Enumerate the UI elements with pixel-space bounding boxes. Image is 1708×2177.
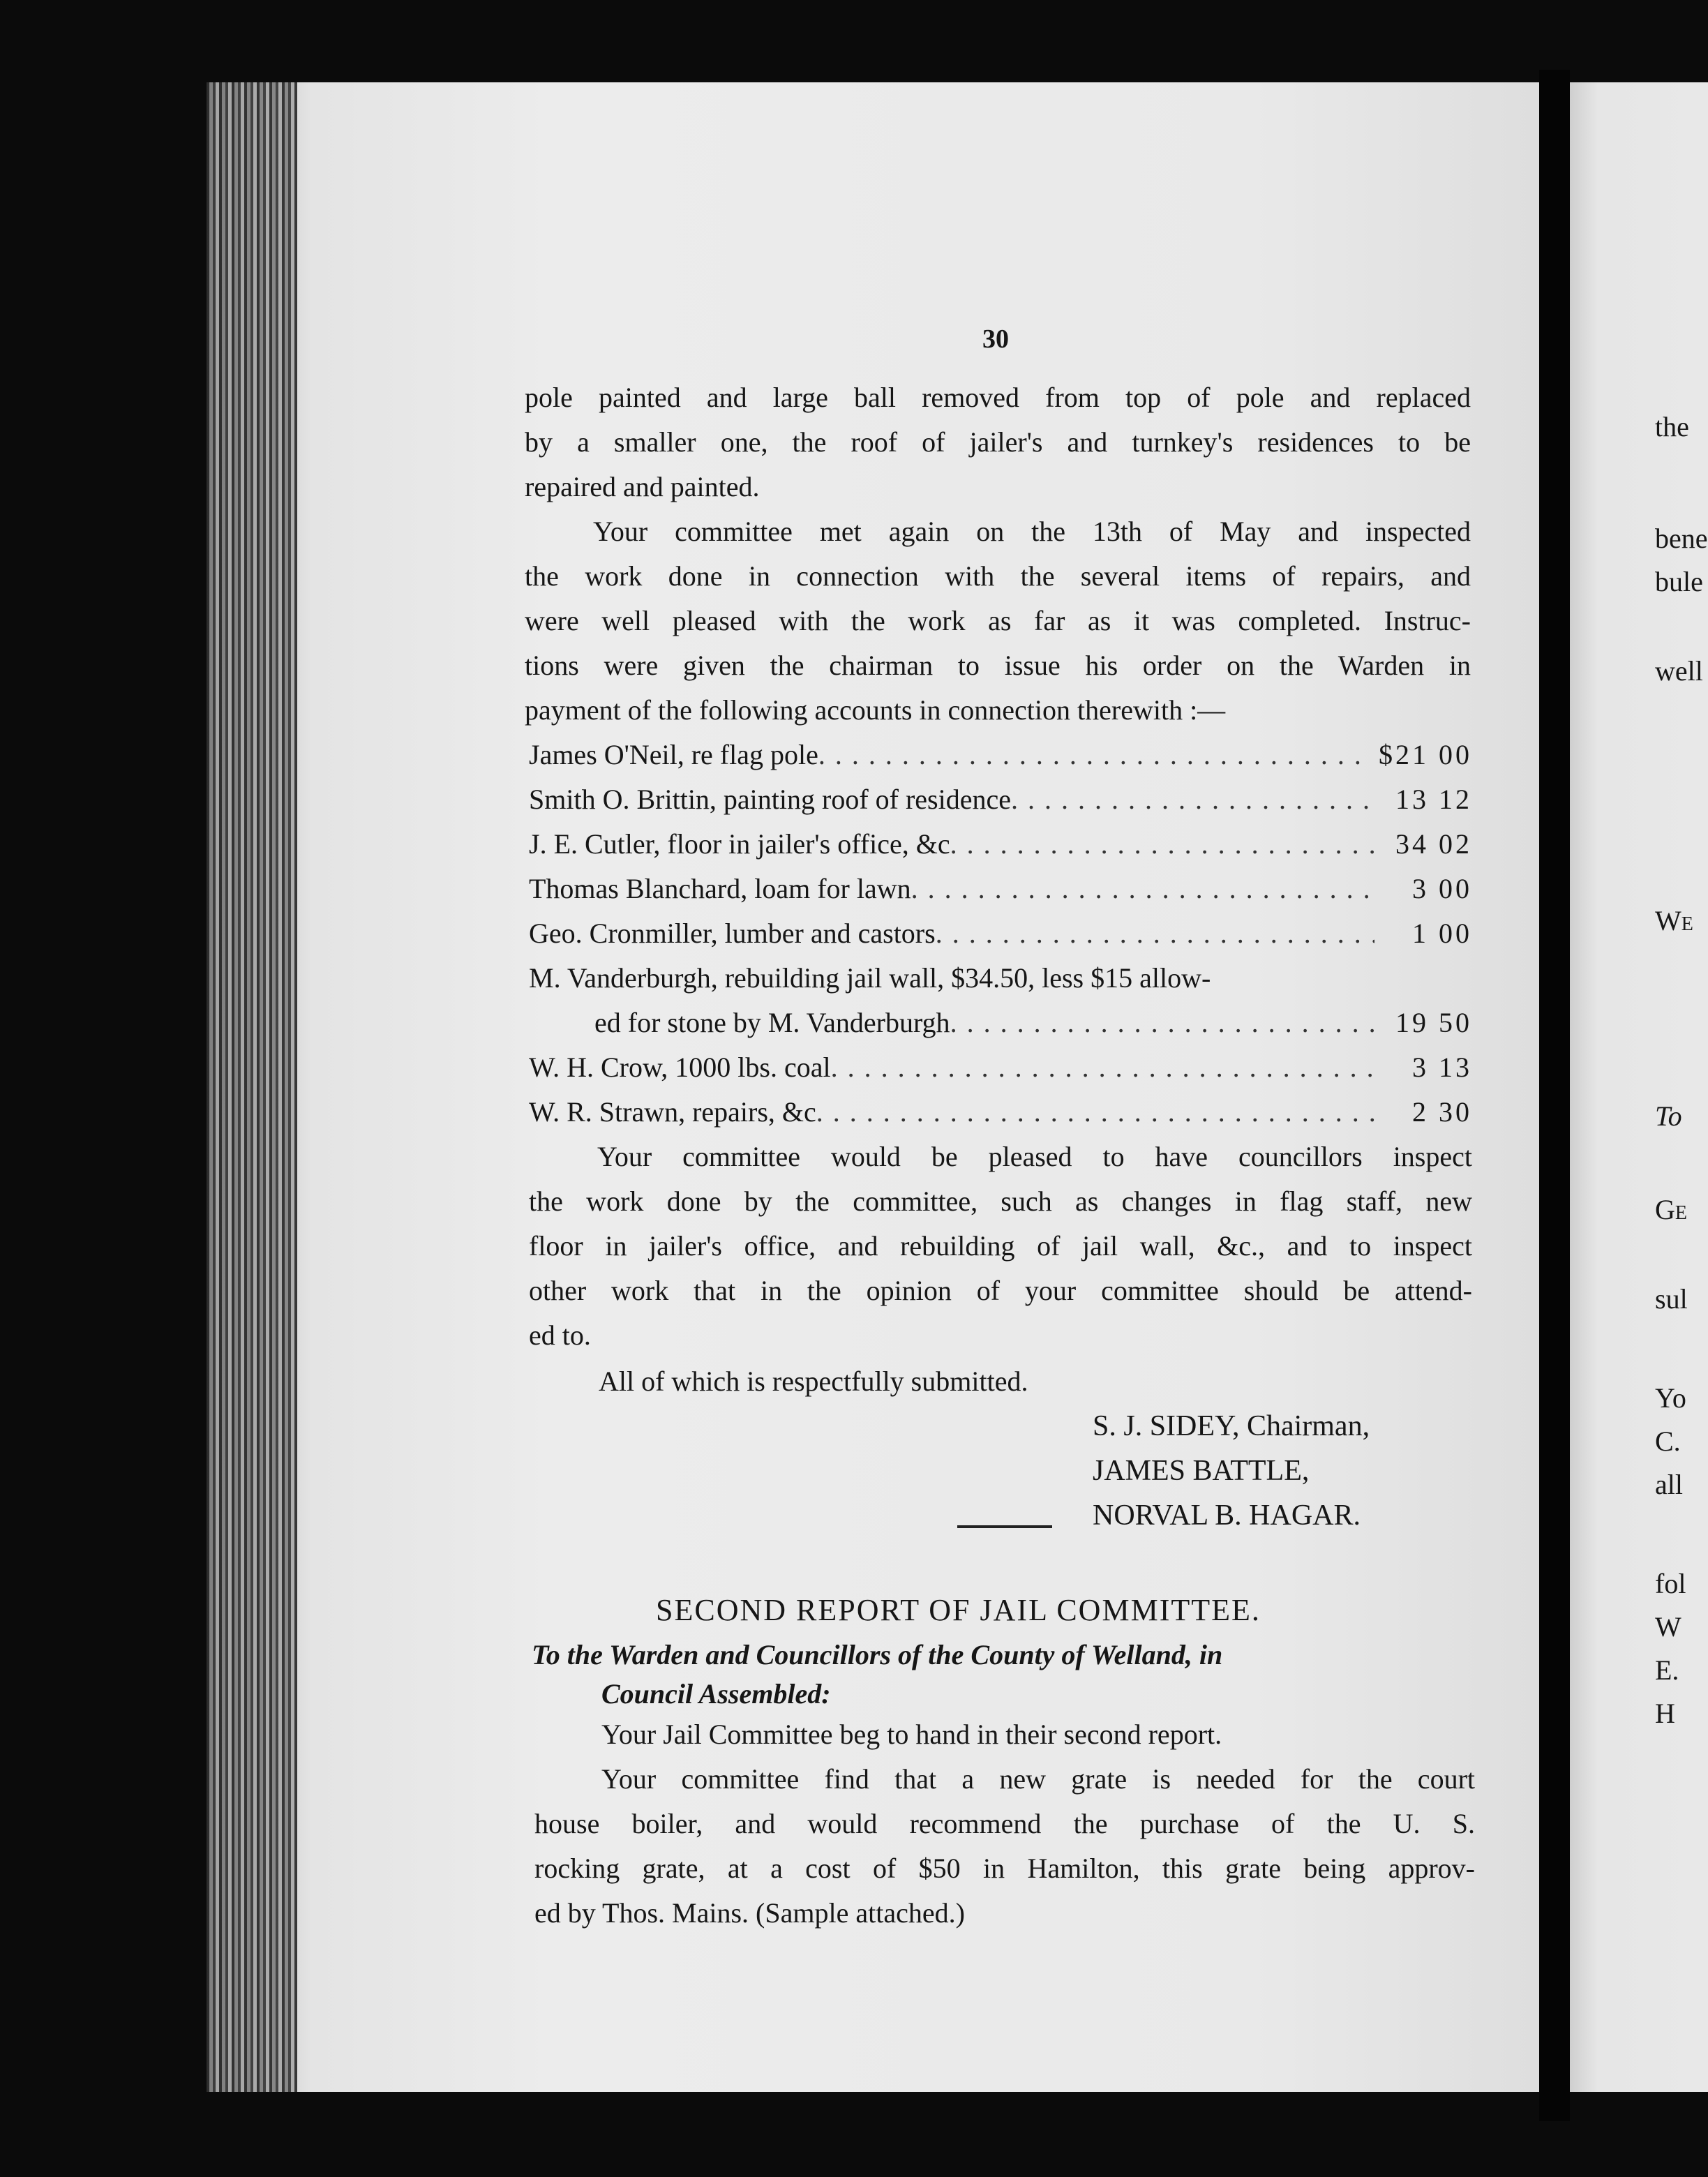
address-line: To the Warden and Councillors of the County of Welland, in bbox=[532, 1639, 1223, 1670]
closing-line: All of which is respectfully submitted. bbox=[599, 1366, 1028, 1397]
right-page-fragment: Ge bbox=[1655, 1194, 1687, 1225]
account-amount: 13 12 bbox=[1395, 784, 1472, 815]
dot-leader bbox=[911, 867, 1374, 911]
right-page-fragment: fol bbox=[1655, 1568, 1686, 1599]
dot-leader bbox=[950, 822, 1374, 867]
account-row bbox=[529, 1045, 1472, 1090]
right-page-fragment: We bbox=[1655, 905, 1693, 936]
account-name: ed for stone by M. Vanderburgh bbox=[594, 1007, 950, 1038]
dot-leader bbox=[936, 911, 1374, 956]
text-line: Your committee met again on the 13th of May and inspected bbox=[593, 516, 1471, 547]
text-line: pole painted and large ball removed from top of pole and replaced bbox=[525, 382, 1471, 413]
right-page-fragment: To bbox=[1655, 1100, 1682, 1132]
text-line: house boiler, and would recommend the purchase of the U. S. bbox=[534, 1808, 1475, 1839]
right-page-fragment: E. bbox=[1655, 1654, 1679, 1686]
signature-member: NORVAL B. HAGAR. bbox=[1093, 1499, 1361, 1532]
account-amount: $21 00 bbox=[1379, 739, 1472, 770]
text-line: Your committee would be pleased to have councillors inspect bbox=[597, 1141, 1472, 1172]
account-row bbox=[529, 956, 1472, 1001]
account-name: Smith O. Brittin, painting roof of residence bbox=[529, 784, 1011, 815]
text-line: Your Jail Committee beg to hand in their second report. bbox=[601, 1719, 1222, 1750]
dot-leader bbox=[818, 733, 1361, 777]
text-line: rocking grate, at a cost of $50 in Hamilton, this grate being approv- bbox=[534, 1853, 1475, 1884]
text-line: Your committee find that a new grate is needed for the court bbox=[601, 1763, 1475, 1795]
account-amount: 1 00 bbox=[1412, 918, 1472, 949]
text-line: ed by Thos. Mains. (Sample attached.) bbox=[534, 1897, 965, 1929]
account-row bbox=[529, 822, 1472, 867]
right-page-fragment: Yo bbox=[1655, 1382, 1686, 1414]
account-name: W. H. Crow, 1000 lbs. coal bbox=[529, 1052, 831, 1083]
account-row bbox=[529, 911, 1472, 956]
account-amount: 19 50 bbox=[1395, 1007, 1472, 1038]
account-row bbox=[529, 777, 1472, 822]
account-row bbox=[529, 1090, 1472, 1135]
text-line: floor in jailer's office, and rebuilding of jail wall, &c., and to inspect bbox=[529, 1230, 1472, 1262]
signature-member: JAMES BATTLE, bbox=[1093, 1455, 1310, 1487]
text-line: were well pleased with the work as far as it was completed. Instruc- bbox=[525, 605, 1471, 636]
account-row bbox=[529, 867, 1472, 911]
account-name: James O'Neil, re flag pole bbox=[529, 739, 818, 770]
page-number: 30 bbox=[982, 324, 1009, 354]
text-line: ed to. bbox=[529, 1319, 591, 1351]
right-page-fragment: bule bbox=[1655, 566, 1703, 597]
signature-chairman: S. J. SIDEY, Chairman, bbox=[1093, 1410, 1370, 1442]
account-amount: 3 00 bbox=[1412, 873, 1472, 904]
section-heading: SECOND REPORT OF JAIL COMMITTEE. bbox=[656, 1593, 1261, 1627]
account-name: Thomas Blanchard, loam for lawn bbox=[529, 873, 911, 904]
text-line: by a smaller one, the roof of jailer's and turnkey's residences to be bbox=[525, 426, 1471, 458]
account-name: Geo. Cronmiller, lumber and castors bbox=[529, 918, 936, 949]
account-amount: 3 13 bbox=[1412, 1052, 1472, 1083]
dot-leader bbox=[950, 1001, 1374, 1045]
right-page-fragment: H bbox=[1655, 1698, 1675, 1729]
dot-leader bbox=[831, 1045, 1374, 1090]
book-binding bbox=[207, 82, 297, 2092]
right-page-fragment: C. bbox=[1655, 1426, 1681, 1457]
account-name: W. R. Strawn, repairs, &c bbox=[529, 1096, 816, 1128]
right-page-fragment: sul bbox=[1655, 1283, 1688, 1315]
text-line: the work done by the committee, such as changes in flag staff, new bbox=[529, 1185, 1472, 1217]
text-line: the work done in connection with the several items of repairs, and bbox=[525, 560, 1471, 592]
dot-leader bbox=[1011, 777, 1374, 822]
text-line: tions were given the chairman to issue his order on the Warden in bbox=[525, 650, 1471, 681]
page-gutter bbox=[1539, 70, 1570, 2121]
account-amount: 2 30 bbox=[1412, 1096, 1472, 1128]
account-amount: 34 02 bbox=[1395, 828, 1472, 860]
address-line: Council Assembled: bbox=[601, 1678, 831, 1710]
account-name: J. E. Cutler, floor in jailer's office, &c bbox=[529, 828, 950, 860]
text-line: payment of the following accounts in connection therewith :— bbox=[525, 694, 1226, 726]
right-page-fragment: well bbox=[1655, 655, 1703, 687]
dot-leader bbox=[816, 1090, 1374, 1135]
right-page-fragment: bene bbox=[1655, 523, 1708, 554]
text-line: other work that in the opinion of your committee should be attend- bbox=[529, 1275, 1472, 1306]
account-row bbox=[529, 733, 1472, 777]
right-page-fragment: W bbox=[1655, 1611, 1681, 1643]
section-divider bbox=[957, 1525, 1052, 1528]
right-page-fragment: all bbox=[1655, 1469, 1683, 1500]
text-line: repaired and painted. bbox=[525, 471, 760, 502]
account-row bbox=[594, 1001, 1472, 1045]
account-name: M. Vanderburgh, rebuilding jail wall, $34.50, less $15 allow- bbox=[529, 962, 1211, 994]
right-page-edge bbox=[1570, 82, 1708, 2092]
right-page-fragment: the bbox=[1655, 411, 1689, 442]
